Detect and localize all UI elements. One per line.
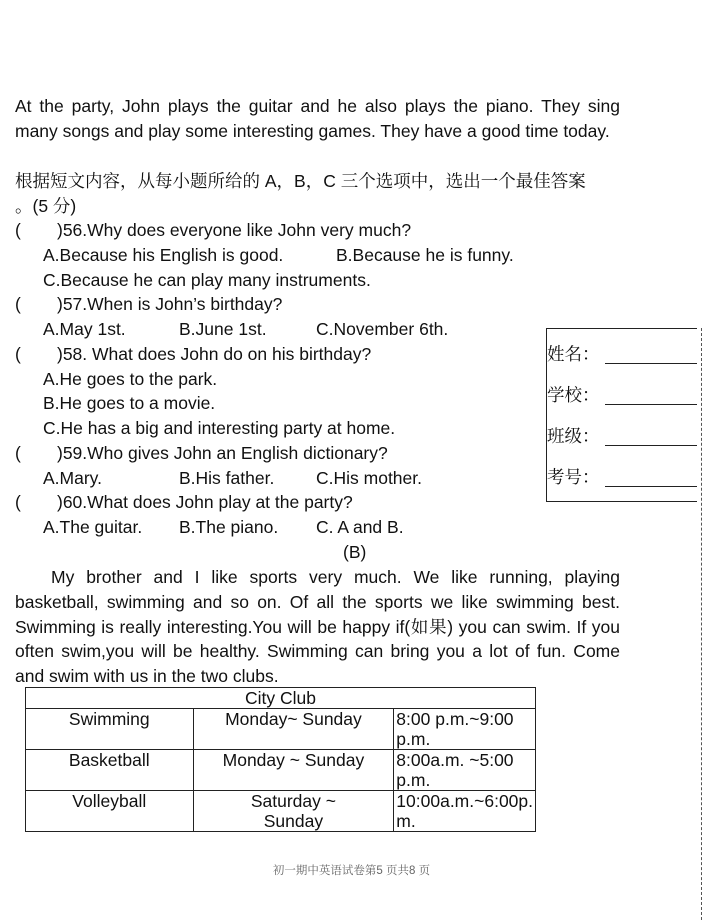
table-title: City Club — [26, 688, 536, 709]
option-60-a: A.The guitar. — [43, 517, 143, 537]
question-text: )60.What does John play at the party? — [57, 492, 353, 512]
answer-paren: ( — [15, 294, 21, 314]
table-row — [26, 709, 536, 750]
table-row — [26, 791, 536, 832]
option-57-a: A.May 1st. — [43, 319, 126, 339]
school-label: 学校： — [547, 385, 600, 405]
name-label: 姓名： — [547, 344, 600, 364]
exam-number-blank[interactable] — [605, 486, 697, 487]
option-57-c: C.November 6th. — [316, 319, 449, 339]
class-label: 班级： — [547, 426, 600, 446]
instruction-line-1: 根据短文内容，从每小题所给的 A，B，C 三个选项中，选出一个最佳答案 — [15, 171, 586, 191]
question-57 — [15, 292, 282, 316]
intro-paragraph: At the party, John plays the guitar and he also plays the piano. They sing many songs and play some interesting games. They have a good time today. — [15, 96, 620, 141]
question-text: )57.When is John’s birthday? — [57, 294, 283, 314]
instruction-line-2: 。(5 分) — [15, 196, 77, 216]
exam-number-row — [547, 456, 697, 486]
answer-paren: ( — [15, 344, 21, 364]
days-cell: Monday ~ Sunday — [193, 750, 394, 791]
student-info-box — [546, 328, 697, 502]
table-row — [26, 750, 536, 791]
option-56-b: B.Because he is funny. — [336, 245, 514, 265]
option-59-c: C.His mother. — [316, 468, 422, 488]
passage-b: My brother and I like sports very much. We like running, playing basketball, swimming and so on. Of all the sports we like swimming best. Swimming is really interesting.You will be happy if(如果) you can swim. If you often swim,you will be healthy. Swimming can bring you a lot of fun. Come and swim with us in the two clubs. — [15, 567, 620, 687]
question-58 — [15, 342, 371, 366]
question-56 — [15, 218, 411, 242]
sport-cell: Basketball — [26, 750, 194, 791]
name-blank[interactable] — [605, 363, 697, 364]
school-row — [547, 374, 697, 404]
days-cell: Monday~ Sunday — [193, 709, 394, 750]
sport-cell: Swimming — [26, 709, 194, 750]
answer-paren: ( — [15, 443, 21, 463]
city-club-table — [25, 687, 536, 832]
name-row — [547, 333, 697, 363]
question-60 — [15, 490, 353, 514]
time-cell: 8:00 p.m.~9:00 p.m. — [394, 709, 536, 750]
option-56-c: C.Because he can play many instruments. — [43, 270, 371, 290]
class-row — [547, 415, 697, 445]
option-60-c: C. A and B. — [316, 517, 404, 537]
section-b-heading: (B) — [343, 542, 367, 562]
exam-number-label: 考号： — [547, 467, 600, 487]
class-blank[interactable] — [605, 445, 697, 446]
option-57-b: B.June 1st. — [179, 319, 267, 339]
question-text: )58. What does John do on his birthday? — [57, 344, 372, 364]
option-58-c: C.He has a big and interesting party at home. — [43, 418, 396, 438]
option-58-b: B.He goes to a movie. — [43, 393, 216, 413]
days-cell: Saturday ~ Sunday — [193, 791, 394, 832]
sport-cell: Volleyball — [26, 791, 194, 832]
option-59-a: A.Mary. — [43, 468, 102, 488]
time-cell: 8:00a.m. ~5:00 p.m. — [394, 750, 536, 791]
school-blank[interactable] — [605, 404, 697, 405]
page-footer: 初一期中英语试卷第5 页共8 页 — [272, 865, 431, 877]
question-text: )56.Why does everyone like John very much? — [57, 220, 412, 240]
option-58-a: A.He goes to the park. — [43, 369, 218, 389]
question-59 — [15, 441, 388, 465]
option-59-b: B.His father. — [179, 468, 275, 488]
question-text: )59.Who gives John an English dictionary? — [57, 443, 388, 463]
table-title-row — [26, 688, 536, 709]
option-60-b: B.The piano. — [179, 517, 279, 537]
answer-paren: ( — [15, 492, 21, 512]
option-56-a: A.Because his English is good. — [43, 245, 284, 265]
answer-paren: ( — [15, 220, 21, 240]
time-cell: 10:00a.m.~6:00p. m. — [394, 791, 536, 832]
